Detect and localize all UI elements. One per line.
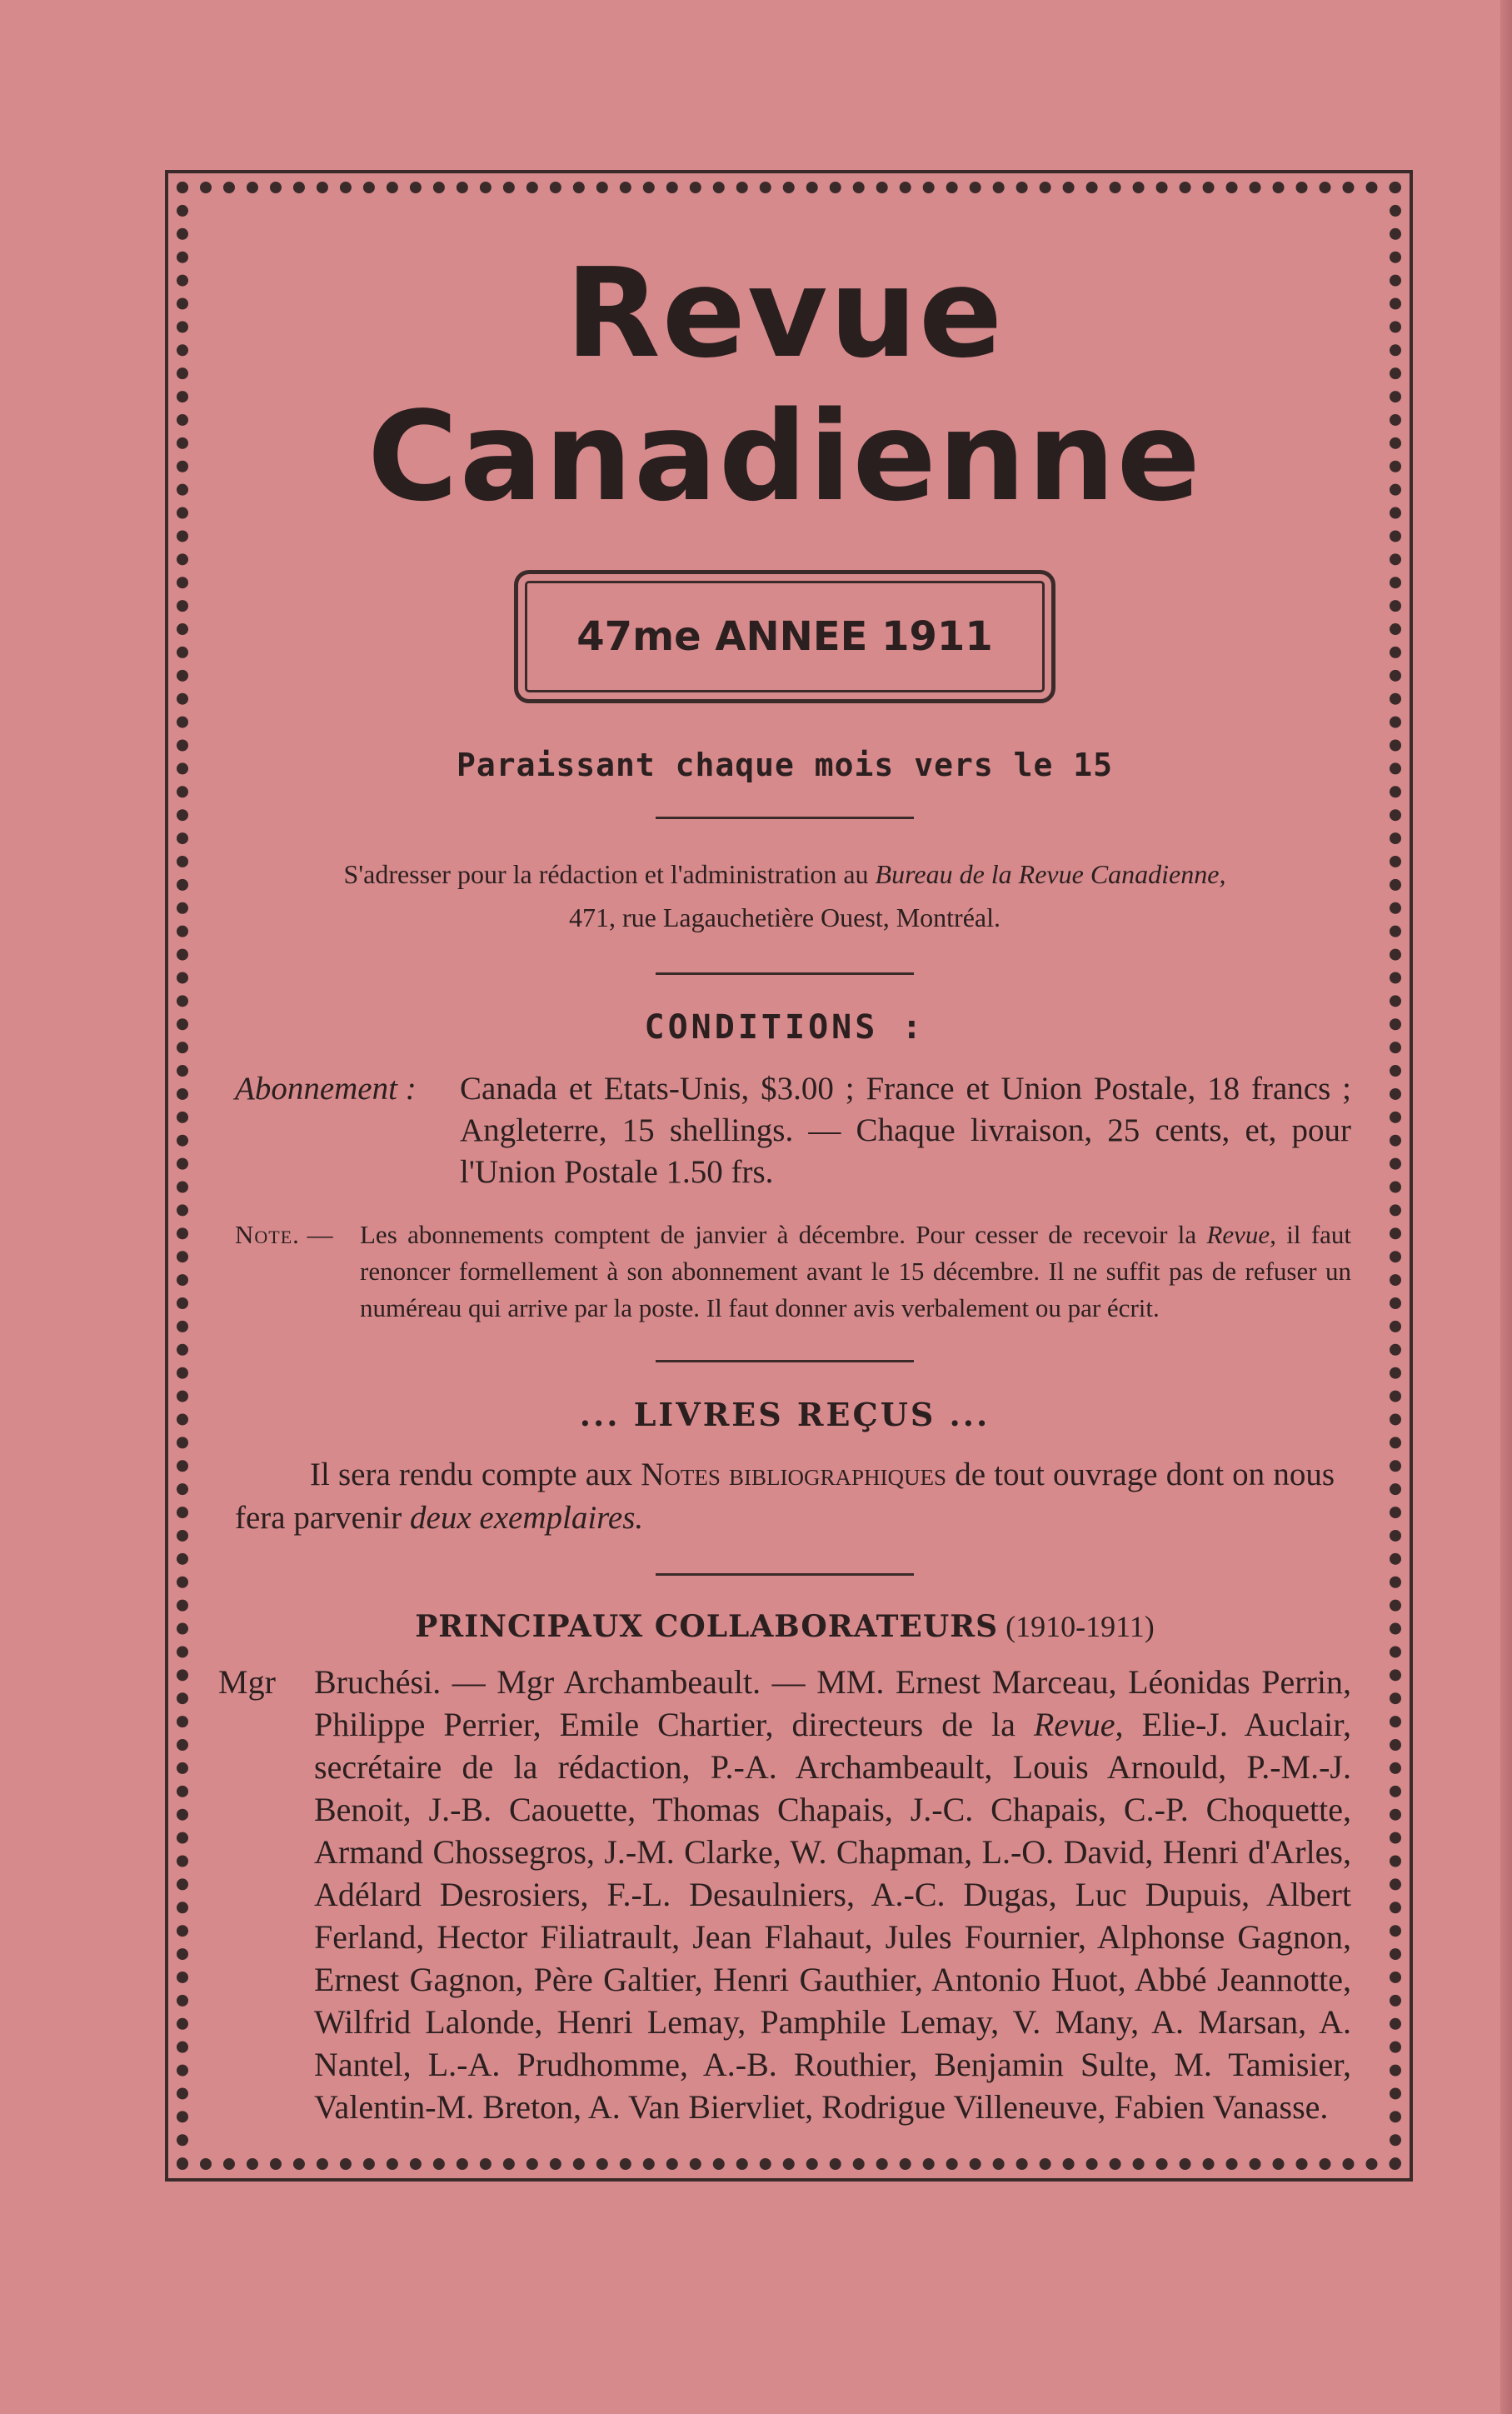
address-line1: S'adresser pour la rédaction et l'administration au (343, 859, 869, 889)
books-text-b: de tout ouvrage dont on nous fera parvenir (235, 1457, 1335, 1536)
conditions-heading: CONDITIONS : (644, 1008, 926, 1047)
collaborators-list (218, 1661, 1351, 2128)
note-text-italic: Revue, (1206, 1220, 1276, 1249)
note-text-b: il faut renoncer formellement à son abonnement avant le 15 décembre. Il ne suffit pas de refuser un numéreau qui arrive par la poste. Il faut donner avis verbalement ou par écrit. (360, 1220, 1352, 1322)
note-label: Note. — (235, 1220, 334, 1249)
collaborators-text-a: Bruchési. — Mgr Archambeault. — MM. Ernest Marceau, Léonidas Perrin, Philippe Perrier, Emile Chartier, directeurs de la (314, 1663, 1351, 1743)
books-text-a: Il sera rendu compte aux (310, 1457, 633, 1492)
collaborators-heading (218, 1609, 1351, 1644)
note-text (360, 1217, 1351, 1327)
year-box (514, 570, 1055, 703)
page-content (218, 208, 1351, 2128)
collaborators-heading-bold: PRINCIPAUX COLLABORATEURS (415, 1609, 999, 1644)
note-block (218, 1217, 1351, 1327)
subscription-label: Abonnement : (235, 1071, 417, 1107)
collaborators-label: Mgr (218, 1663, 276, 1701)
collaborators-text (314, 1661, 1351, 2128)
address-bureau: Bureau de la Revue Canadienne, (875, 859, 1226, 889)
divider (656, 1360, 914, 1362)
journal-title: Revue Canadienne (367, 242, 1202, 528)
collaborators-heading-years: (1910-1911) (1006, 1610, 1155, 1643)
books-text (218, 1453, 1351, 1540)
collaborators-text-b: Elie-J. Auclair, secrétaire de la rédaction, P.-A. Archambeault, Louis Arnould, P.-M.-J. Benoit, J.-B. Caouette, Thomas Chapais, J.-C. Chapais, C.-P. Choquette, Armand Chossegros, J.-M. Clarke, W. Chapman, L.-O. David, Henri d'Arles, Adélard Desrosiers, F.-L. Desaulniers, A.-C. Dugas, Luc Dupuis, Albert Ferland, Hector Filiatrault, Jean Flahaut, Jules Fournier, Alphonse Gagnon, Ernest Gagnon, Père Galtier, Henri Gauthier, Antonio Huot, Abbé Jeannotte, Wilfrid Lalonde, Henri Lemay, Pamphile Lemay, V. Many, A. Marsan, A. Nantel, L.-A. Prudhomme, A.-B. Routhier, Benjamin Sulte, M. Tamisier, Valentin-M. Breton, A. Van Biervliet, Rodrigue Villeneuve, Fabien Vanasse. (314, 1706, 1351, 2126)
publication-frequency: Paraissant chaque mois vers le 15 (457, 747, 1113, 783)
subscription-text: Canada et Etats-Unis, $3.00 ; France et Union Postale, 18 francs ; Angleterre, 15 shellings. — Chaque livraison, 25 cents, et, pour l'Union Postale 1.50 frs. (460, 1071, 1351, 1190)
divider (656, 972, 914, 975)
books-text-smallcaps: Notes bibliographiques (641, 1457, 947, 1492)
subscription-conditions (218, 1068, 1351, 1193)
address-line2: 471, rue Lagauchetière Ouest, Montréal. (568, 902, 1001, 932)
divider (656, 1573, 914, 1576)
paper-edge (1500, 0, 1512, 2414)
year-label: 47me ANNEE 1911 (576, 613, 993, 660)
address-block (218, 852, 1351, 939)
note-text-a: Les abonnements comptent de janvier à décembre. Pour cesser de recevoir la (360, 1220, 1197, 1249)
books-heading: ... LIVRES REÇUS ... (579, 1396, 991, 1433)
books-text-italic: deux exemplaires. (410, 1500, 644, 1536)
collaborators-text-italic: Revue, (1033, 1706, 1124, 1743)
divider (656, 817, 914, 819)
